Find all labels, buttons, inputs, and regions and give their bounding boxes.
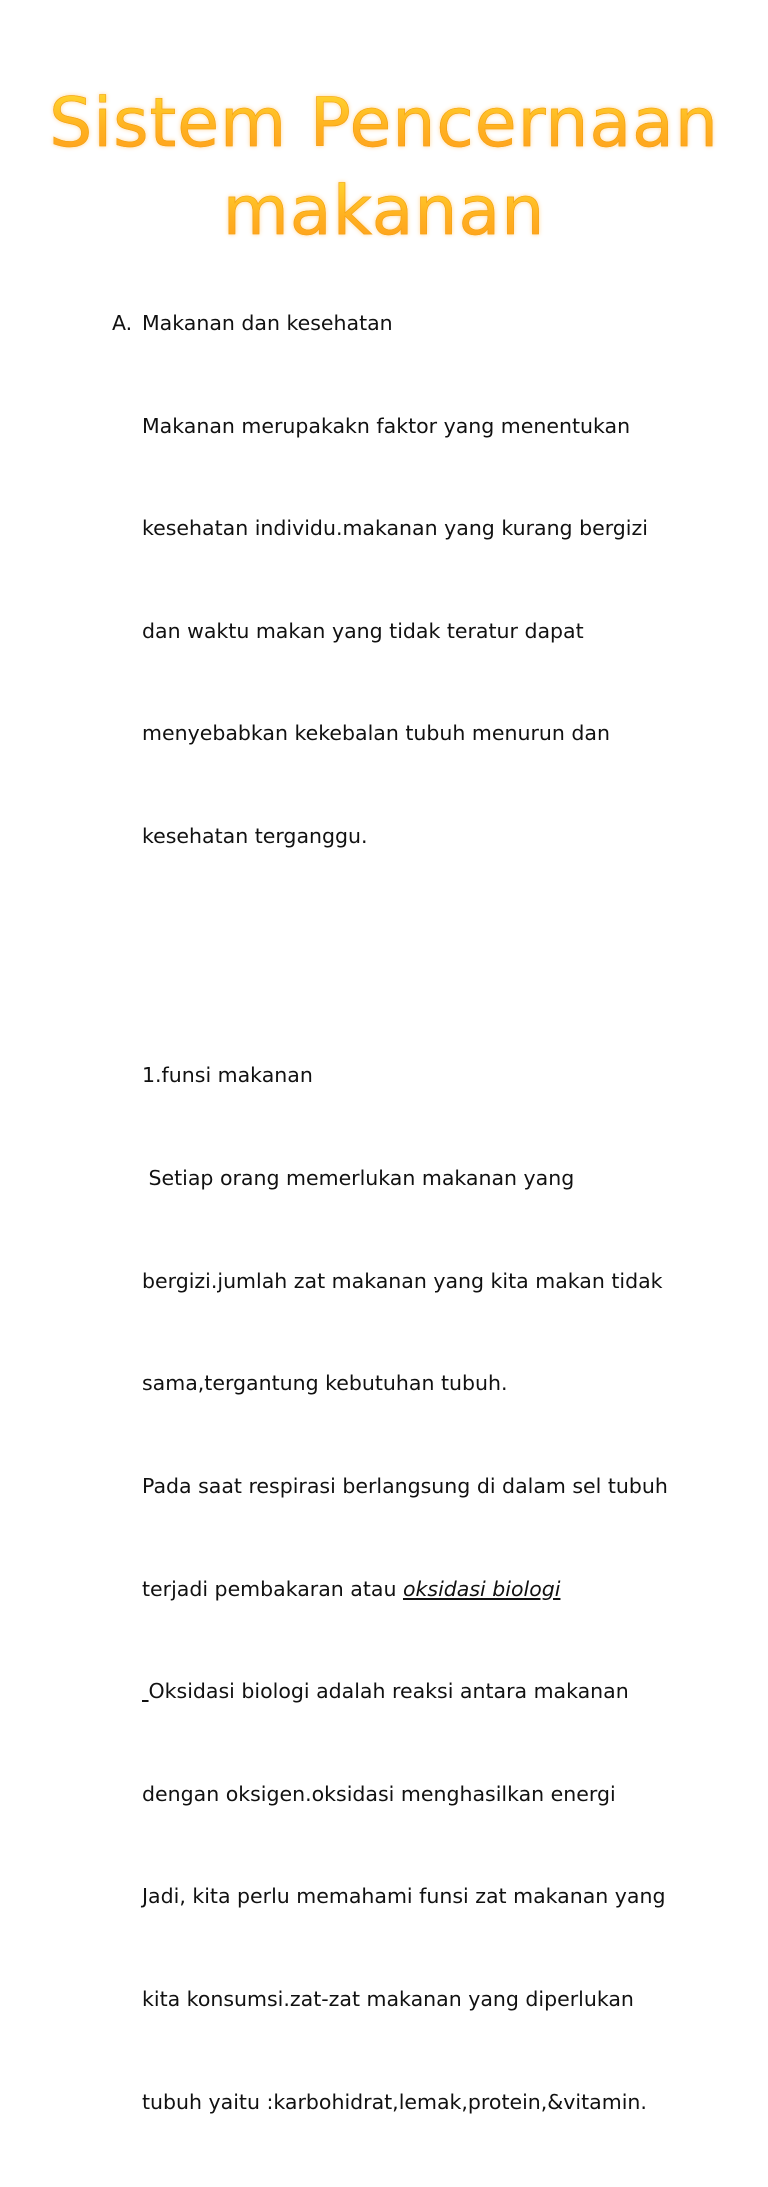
paragraph-line: kesehatan terganggu. [142, 824, 368, 849]
paragraph-line: dengan oksigen.oksidasi menghasilkan energi [142, 1781, 616, 1806]
paragraph-line: kita konsumsi.zat-zat makanan yang diperlukan [142, 1986, 634, 2011]
paragraph-line: Pada saat respirasi berlangsung di dalam sel tubuh [142, 1473, 668, 1498]
paragraph-line: bergizi.jumlah zat makanan yang kita makan tidak [142, 1268, 663, 1293]
section-a-heading [112, 306, 712, 340]
paragraph-line: Makanan merupakakn faktor yang menentukan [142, 413, 631, 438]
paragraph-line: Setiap orang memerlukan makanan yang [142, 1166, 575, 1191]
definition-text: Oksidasi biologi adalah reaksi antara makanan [148, 1679, 629, 1704]
paragraph-line: tubuh yaitu :karbohidrat,lemak,protein,&vitamin. [142, 2089, 647, 2114]
paragraph-line-oxidation [142, 1572, 712, 1606]
section-a-paragraph [112, 340, 712, 2187]
oxidation-term: oksidasi biologi [402, 1576, 561, 1601]
oxidation-prefix: terjadi pembakaran atau [142, 1576, 403, 1601]
paragraph-line: Jadi, kita perlu memahami funsi zat makanan yang [142, 1884, 666, 1909]
paragraph-line: kesehatan individu.makanan yang kurang bergizi [142, 516, 648, 541]
paragraph-line: sama,tergantung kebutuhan tubuh. [142, 1371, 508, 1396]
paragraph-line: dan waktu makan yang tidak teratur dapat [142, 618, 584, 643]
title-line-2: makanan [0, 168, 768, 256]
section-a-marker: A. [112, 311, 133, 335]
title-line-1: Sistem Pencernaan [0, 80, 768, 168]
paragraph-line-definition [142, 1674, 712, 1708]
document-body [112, 306, 712, 2187]
subsection-1-heading: 1.funsi makanan [142, 1063, 313, 1088]
paragraph-line: menyebabkan kekebalan tubuh menurun dan [142, 721, 610, 746]
section-a-title: Makanan dan kesehatan [142, 311, 393, 335]
blank-line [142, 922, 712, 956]
document-title [0, 80, 768, 256]
